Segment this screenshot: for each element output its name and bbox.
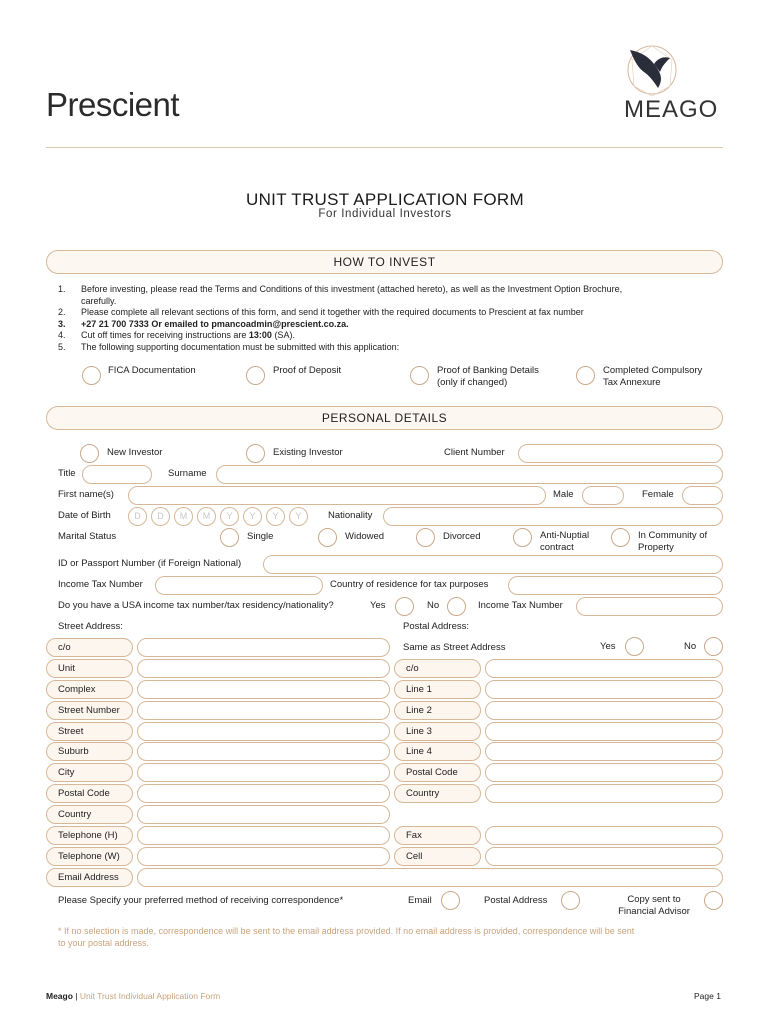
first-names-input[interactable] — [128, 486, 546, 505]
male-checkbox[interactable] — [582, 486, 624, 505]
pref-postal-label: Postal Address — [484, 895, 548, 906]
id-number-input[interactable] — [263, 555, 723, 574]
email-address-label: Email Address — [46, 868, 133, 887]
postal-line4-input[interactable] — [485, 742, 723, 761]
icop-radio[interactable] — [611, 528, 630, 547]
single-label: Single — [247, 531, 274, 542]
telephone-w-input[interactable] — [137, 847, 390, 866]
telephone-w-label: Telephone (W) — [46, 847, 133, 866]
street-city-input[interactable] — [137, 763, 390, 782]
street-city-label: City — [46, 763, 133, 782]
country-tax-label: Country of residence for tax purposes — [330, 579, 489, 590]
street-suburb-label: Suburb — [46, 742, 133, 761]
fica-doc-label: FICA Documentation — [108, 365, 196, 376]
dob-day-1[interactable]: D — [128, 507, 147, 526]
new-investor-label: New Investor — [107, 447, 163, 458]
same-as-street-label: Same as Street Address — [403, 642, 506, 653]
tax-annexure-radio[interactable] — [576, 366, 595, 385]
dob-month-2[interactable]: M — [197, 507, 216, 526]
existing-investor-label: Existing Investor — [273, 447, 343, 458]
form-subtitle: For Individual Investors — [318, 208, 452, 220]
icop-label: In Community of Property — [638, 530, 708, 553]
income-tax-input[interactable] — [155, 576, 323, 595]
header-divider — [46, 147, 723, 148]
pref-email-radio[interactable] — [441, 891, 460, 910]
male-label: Male — [553, 489, 574, 500]
postal-address-heading: Postal Address: — [403, 621, 470, 632]
street-complex-label: Complex — [46, 680, 133, 699]
street-address-heading: Street Address: — [58, 621, 123, 632]
usa-yes-label: Yes — [370, 600, 386, 611]
street-postal-code-label: Postal Code — [46, 784, 133, 803]
how-to-invest-heading: HOW TO INVEST — [46, 250, 723, 274]
footer-left: Meago | Unit Trust Individual Application Form — [46, 991, 221, 1001]
postal-country-input[interactable] — [485, 784, 723, 803]
fax-label: Fax — [394, 826, 481, 845]
dob-year-4[interactable]: Y — [289, 507, 308, 526]
surname-input[interactable] — [216, 465, 723, 484]
postal-line2-label: Line 2 — [394, 701, 481, 720]
street-complex-input[interactable] — [137, 680, 390, 699]
same-yes-label: Yes — [600, 641, 616, 652]
street-unit-input[interactable] — [137, 659, 390, 678]
postal-line2-input[interactable] — [485, 701, 723, 720]
postal-line3-input[interactable] — [485, 722, 723, 741]
street-unit-label: Unit — [46, 659, 133, 678]
single-radio[interactable] — [220, 528, 239, 547]
marital-status-label: Marital Status — [58, 531, 117, 542]
street-country-input[interactable] — [137, 805, 390, 824]
list-item: 1. Before investing, please read the Terms and Conditions of this investment (attached hereto), as well as the Investment Option Brochure, — [58, 284, 623, 294]
postal-line1-label: Line 1 — [394, 680, 481, 699]
anc-radio[interactable] — [513, 528, 532, 547]
dob-month-1[interactable]: M — [174, 507, 193, 526]
surname-label: Surname — [168, 468, 207, 479]
divorced-label: Divorced — [443, 531, 481, 542]
meago-logo-text: MEAGO — [624, 96, 719, 123]
usa-yes-radio[interactable] — [395, 597, 414, 616]
dob-label: Date of Birth — [58, 510, 111, 521]
client-number-input[interactable] — [518, 444, 723, 463]
list-item: 5. The following supporting documentation must be submitted with this application: — [58, 341, 400, 352]
street-suburb-input[interactable] — [137, 742, 390, 761]
page-number: Page 1 — [694, 991, 721, 1001]
cell-input[interactable] — [485, 847, 723, 866]
postal-line1-input[interactable] — [485, 680, 723, 699]
pref-copy-label: Copy sent to Financial Advisor — [618, 894, 690, 917]
proof-deposit-radio[interactable] — [246, 366, 265, 385]
pref-postal-radio[interactable] — [561, 891, 580, 910]
street-country-label: Country — [46, 805, 133, 824]
list-item: 4. Cut off times for receiving instructions are 13:00 (SA). — [58, 330, 295, 341]
proof-deposit-label: Proof of Deposit — [273, 365, 342, 376]
usa-no-label: No — [427, 600, 440, 611]
same-no-label: No — [684, 641, 697, 652]
same-no-radio[interactable] — [704, 637, 723, 656]
dob-day-2[interactable]: D — [151, 507, 170, 526]
cell-label: Cell — [394, 847, 481, 866]
pref-copy-radio[interactable] — [704, 891, 723, 910]
widowed-radio[interactable] — [318, 528, 337, 547]
fax-input[interactable] — [485, 826, 723, 845]
title-input[interactable] — [82, 465, 152, 484]
dob-year-2[interactable]: Y — [243, 507, 262, 526]
same-yes-radio[interactable] — [625, 637, 644, 656]
street-number-label: Street Number — [46, 701, 133, 720]
telephone-h-label: Telephone (H) — [46, 826, 133, 845]
anc-label: Anti-Nuptial contract — [540, 530, 590, 553]
client-number-label: Client Number — [444, 447, 505, 458]
tax-annexure-label: Completed Compulsory Tax Annexure — [603, 365, 703, 388]
personal-details-heading: PERSONAL DETAILS — [46, 406, 723, 430]
pref-method-label: Please Specify your preferred method of receiving correspondence* — [58, 895, 344, 906]
postal-co-label: c/o — [394, 659, 481, 678]
street-number-input[interactable] — [137, 701, 390, 720]
id-number-label: ID or Passport Number (if Foreign National) — [58, 558, 242, 569]
telephone-h-input[interactable] — [137, 826, 390, 845]
usa-question-label: Do you have a USA income tax number/tax residency/nationality? — [58, 600, 334, 611]
street-postal-code-input[interactable] — [137, 784, 390, 803]
country-tax-input[interactable] — [508, 576, 723, 595]
female-checkbox[interactable] — [682, 486, 723, 505]
fica-doc-radio[interactable] — [82, 366, 101, 385]
new-investor-radio[interactable] — [80, 444, 99, 463]
usa-no-radio[interactable] — [447, 597, 466, 616]
postal-country-label: Country — [394, 784, 481, 803]
postal-line3-label: Line 3 — [394, 722, 481, 741]
list-item: carefully. — [81, 295, 117, 306]
nationality-label: Nationality — [328, 510, 373, 521]
list-item: 2. Please complete all relevant sections of this form, and send it together with the required documents to Prescient at fax number — [58, 307, 584, 318]
usa-tax-number-input[interactable] — [576, 597, 723, 616]
prescient-logo: Prescient — [46, 86, 180, 123]
dob-year-3[interactable]: Y — [266, 507, 285, 526]
correspondence-note: * If no selection is made, correspondence will be sent to the email address provided. If no email address is provided, correspondence will be sent to your postal address. — [58, 926, 635, 948]
street-co-label: c/o — [46, 638, 133, 657]
existing-investor-radio[interactable] — [246, 444, 265, 463]
dob-year-1[interactable]: Y — [220, 507, 239, 526]
pref-email-label: Email — [408, 895, 432, 906]
income-tax-label: Income Tax Number — [58, 579, 143, 590]
female-label: Female — [642, 489, 674, 500]
street-street-input[interactable] — [137, 722, 390, 741]
postal-code-input[interactable] — [485, 763, 723, 782]
street-co-input[interactable] — [137, 638, 390, 657]
divorced-radio[interactable] — [416, 528, 435, 547]
widowed-label: Widowed — [345, 531, 385, 542]
postal-code-label: Postal Code — [394, 763, 481, 782]
title-label: Title — [58, 468, 76, 479]
postal-line4-label: Line 4 — [394, 742, 481, 761]
proof-banking-radio[interactable] — [410, 366, 429, 385]
nationality-input[interactable] — [383, 507, 723, 526]
form-title: UNIT TRUST APPLICATION FORM — [246, 190, 524, 209]
meago-bird-logo-icon — [620, 42, 680, 102]
postal-co-input[interactable] — [485, 659, 723, 678]
usa-tax-number-label: Income Tax Number — [478, 600, 563, 611]
proof-banking-label: Proof of Banking Details (only if changed) — [437, 365, 539, 388]
instructions-list — [58, 284, 723, 354]
first-names-label: First name(s) — [58, 489, 114, 500]
email-address-input[interactable] — [137, 868, 723, 887]
street-street-label: Street — [46, 722, 133, 741]
list-item: 3. +27 21 700 7333 Or emailed to pmancoadmin@prescient.co.za. — [58, 318, 349, 329]
